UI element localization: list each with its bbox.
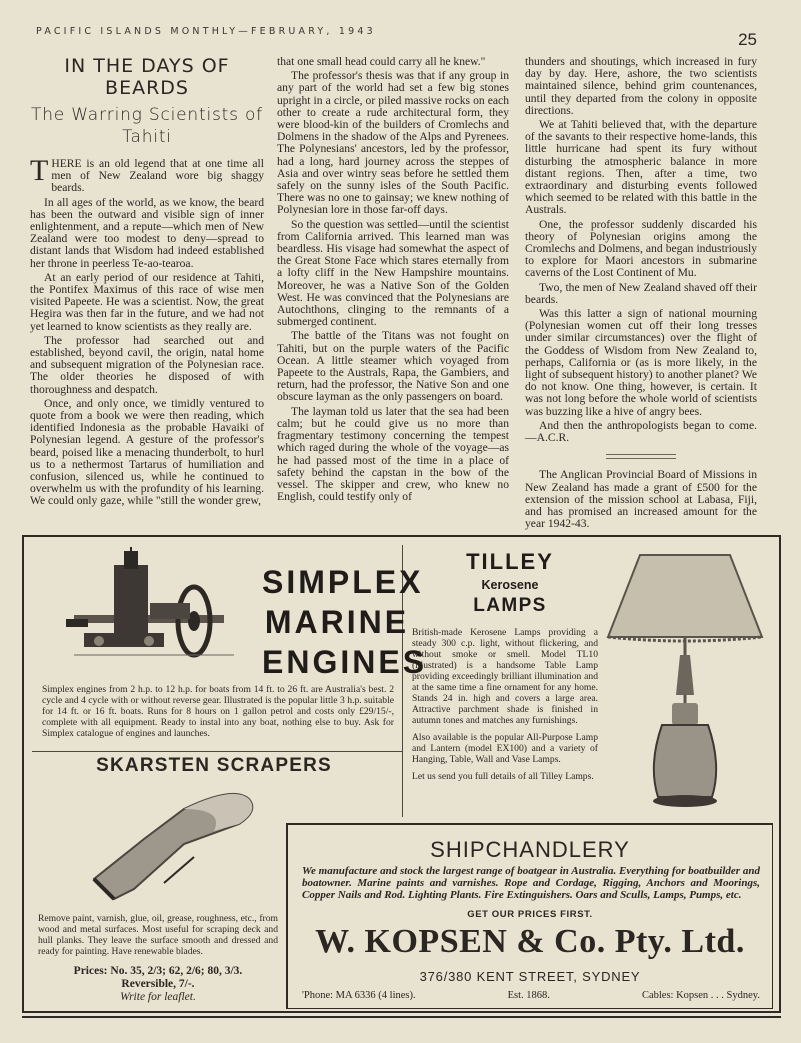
- company-cables: Cables: Kopsen . . . Sydney.: [641, 990, 760, 1001]
- article-paragraph: Was this latter a sign of national mourning (Polynesian women cut off their long tresses under similar circumstances) over the flight of the Goddess of Wisdom from New Zealand to, perhaps, California or (as is more likely, in the light of subsequent history) to another planet? We do not know. One thing, however, is certain. It was not long before the whole world of scientists was buzzing like a hive of angry bees.: [525, 307, 757, 418]
- skarsten-copy: Remove paint, varnish, glue, oil, grease, roughness, etc., from wood and metal surfaces. Most useful for scraping deck and hull planks. They leave the surface smooth and dressed and ready for painting. Have renewable blades.: [38, 913, 278, 957]
- engine-illustration: [54, 545, 254, 679]
- shipchandlery-copy: We manufacture and stock the largest range of boatgear in Australia. Everything for boatbuilder and boatowner. Marine paints and varnishes. Rope and Cordage, Rigging, Anchors and Moorings, Copper Nails and Rod. Lighting Plants. Fire Extinguishers. Oars and Sculls, Lamps, Pumps, etc.: [302, 865, 760, 901]
- article-paragraph: Once, and only once, we timidly ventured to quote from a book we were then reading, which identified Indonesia as the probable Havaiki of Polynesian legend. A gesture of the professor's beard, poised like a menacing thunderbolt, to hurl us to a nethermost Tartarus of humiliation and confusion, silenced us, while he continued to overwhelm us with the profundity of his learning. We could only gaze, while "still the wonder grew,: [30, 396, 264, 508]
- company-address: 376/380 KENT STREET, SYDNEY: [419, 969, 641, 984]
- company-contacts: [302, 990, 760, 1001]
- article-paragraph: The professor had searched out and established, beyond cavil, the origin, natal home and subsequent migration of the Polynesian race. The older theories he disposed of with thoroughness and despatch.: [30, 333, 264, 396]
- running-head: PACIFIC ISLANDS MONTHLY—FEBRUARY, 1943: [36, 26, 376, 37]
- article-paragraph: thunders and shoutings, which increased in fury day by day. Here, ashore, the two scientists maintained silence, behind grim countenances, until they departed from the colony in opposite directions.: [525, 55, 757, 117]
- article-paragraph: The professor's thesis was that if any group in any part of the world had set a few big stones upright in a circle, or piled massive rocks on each other to create a rude architectural form, they were blood-kin of the builders of Cromlechs and Dolmens in the shadow of the Alps and Pyrenees. The Polynesians' ancestors, led by the professor, had a long, hard journey across the steppes of Asia and over wintry seas before he settled them safely on the sunny isles of the South Pacific. There was no one to gainsay; we knew nothing of Polynesian lore in those far-off days.: [277, 69, 509, 217]
- tilley-heading: TILLEY Kerosene LAMPS: [466, 549, 554, 616]
- simplex-heading: SIMPLEX MARINE ENGINES: [262, 564, 428, 680]
- article-paragraph: One, the professor suddenly discarded his theory of Polynesian origins among the Cromlechs and Dolmens, and began industriously to explore for Maori ancestors in submarine caverns of the Lost Continent of Mu.: [525, 217, 757, 280]
- tilley-copy: British-made Kerosene Lamps providing a steady 300 c.p. light, without flickering, and without smoke or smell. Model TL10 (illustrated) is a handsome Table Lamp providing exceedingly brilliant illumination and at the same time a fine ornament for any home. Stands 24 in. high and covers a large area. Attractive parchment shade is finished in autumn tones and matches any furnishings. Also available is the popular All-Purpose Lamp and Lantern (model EX100) and a variety of Hanging, Table, Wall and Vase Lamps. Let us send you full details of all Tilley Lamps.: [412, 627, 598, 782]
- advertisement-block: [22, 535, 781, 1013]
- article-paragraph: THERE is an old legend that at one time all men of New Zealand wore big shaggy beards.: [30, 154, 264, 195]
- article-paragraph: In all ages of the world, as we know, the beard has been the outward and visible sign of inner enlightenment, and a repute—which men of New Zealand were too modest to deny—spread to distant lands that Wisdom had indeed established her throne in peerless Te-ao-tearoa.: [30, 195, 264, 270]
- article-paragraph: The layman told us later that the sea had been calm; but he could give us no more than fragmentary testimony concerning the tempest which raged during the whole of the voyage—as he had passed most of the time in a place of safety behind the capstan in the bow of the vessel. The skipper and crew, who knew no English, could testify only of: [277, 404, 509, 504]
- drop-cap: T: [30, 154, 49, 187]
- article-title: IN THE DAYS OF BEARDS: [64, 55, 230, 99]
- lamp-illustration: [602, 545, 768, 815]
- article-paragraph: So the question was settled—until the scientist from California arrived. This learned man was beardless. His visage had somewhat the aspect of the Great Stone Face which stares eternally from a lofty cliff in the New Hampshire mountains. Moreover, he was a Native Son of the Golden West. He was convinced that the Polynesians are Autochthons, clinging to the remnants of a submerged continent.: [277, 217, 509, 329]
- article-paragraph: We at Tahiti believed that, with the departure of the savants to their respective home-lands, this little hurricane had spent its fury without disturbing the atmospheric balance in more distant regions. Then, after a time, two extraordinary and disturbing events followed which seemed to be related with this battle in the Australs.: [525, 118, 757, 217]
- article-column-3: [525, 56, 757, 532]
- article-subtitle: The Warring Scientists of Tahiti: [31, 105, 263, 147]
- simplex-copy: Simplex engines from 2 h.p. to 12 h.p. for boats from 14 ft. to 26 ft. are Australia's best. 2 cycle and 4 cycle with or without reverse gear. Illustrated is the popular little 3 h.p. suitable for 14 ft. or 16 ft. boats. Runs for 8 hours on 1 gallon petrol and costs only £29/15/-, complete with all equipment. Ready to instal into any boat, nothing else to buy. Ask for Simplex catalogue of engines and launches.: [42, 684, 394, 739]
- article-paragraph: Two, the men of New Zealand shaved off their beards.: [525, 280, 757, 306]
- article-column-1: [30, 55, 264, 510]
- article-paragraph: And then the anthropologists began to come.—A.C.R.: [525, 418, 757, 445]
- scraper-illustration: [74, 779, 274, 909]
- article-paragraph: The battle of the Titans was not fought on Tahiti, but on the purple waters of the Pacific Ocean. A little steamer which voyaged from Papeete to the Australs, Rapa, the Gambiers, and return, had the professor, the Native Son and one obscure layman as the only passengers on board.: [277, 329, 509, 404]
- bottom-rule: [22, 1016, 781, 1018]
- get-prices-line: GET OUR PRICES FIRST.: [467, 909, 593, 920]
- ad-divider-horizontal: [32, 751, 402, 752]
- company-phone: 'Phone: MA 6336 (4 lines).: [302, 990, 416, 1001]
- skarsten-heading: SKARSTEN SCRAPERS: [96, 755, 332, 776]
- shipchandlery-heading: SHIPCHANDLERY: [430, 837, 630, 862]
- company-established: Est. 1868.: [507, 990, 550, 1001]
- page-number: 25: [738, 30, 757, 49]
- skarsten-prices: Prices: No. 35, 2/3; 62, 2/6; 80, 3/3. Reversible, 7/-. Write for leaflet.: [73, 965, 243, 1003]
- kopsen-advertisement: [286, 823, 773, 1009]
- news-notice: The Anglican Provincial Board of Missions in New Zealand has made a grant of £500 for the extension of the mission school at Labasa, Fiji, and has promised an increased amount for the year 1942-43.: [525, 468, 757, 531]
- article-paragraph: that one small head could carry all he knew.": [277, 55, 486, 68]
- article-paragraph: At an early period of our residence at Tahiti, the Pontifex Maximus of this race of wise men visited Papeete. He was a scientist. Now, the great Hegira was then far in the future, and we had not yet learned to know scientists as they really are.: [30, 270, 264, 333]
- company-name: W. KOPSEN & Co. Pty. Ltd.: [315, 923, 745, 960]
- article-column-2: [277, 56, 509, 505]
- section-divider: [606, 454, 676, 459]
